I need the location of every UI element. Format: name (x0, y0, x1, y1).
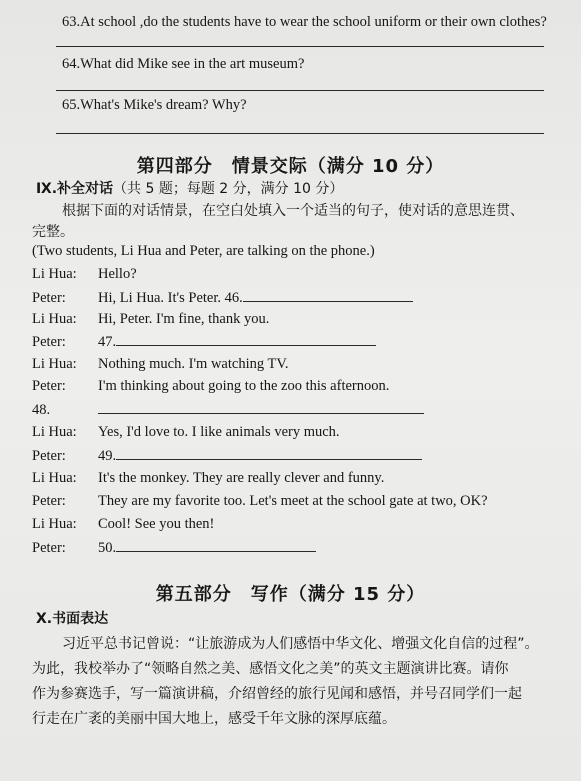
answer-line-65[interactable] (56, 133, 544, 134)
answer-line-64[interactable] (56, 90, 544, 91)
question-text: What's Mike's dream? Why? (80, 97, 247, 113)
question-text: At school ,do the students have to wear the school uniform or their own clothes? (80, 14, 547, 30)
answer-blank-48[interactable] (98, 401, 424, 414)
instruction-line-1: 根据下面的对话情景，在空白处填入一个适当的句子，使对话的意思连贯、 (62, 203, 524, 219)
question-64 (62, 56, 304, 73)
speaker: Peter: (32, 378, 66, 394)
dialogue-context: (Two students, Li Hua and Peter, are talking on the phone.) (32, 243, 375, 259)
part4-section-heading (36, 178, 343, 198)
utterance: It's the monkey. They are really clever and funny. (98, 470, 385, 486)
utterance: Nothing much. I'm watching TV. (98, 356, 289, 372)
question-65 (62, 97, 247, 114)
dialogue-line (32, 311, 269, 328)
utterance: Yes, I'd love to. I like animals very much. (98, 424, 340, 440)
dialogue-line (32, 470, 384, 487)
part4-title: 第四部分 情景交际（满分 10 分） (136, 156, 445, 177)
dialogue-line (32, 493, 488, 510)
speaker: Peter: (32, 493, 66, 509)
speaker: Li Hua: (32, 516, 77, 532)
utterance: Hi, Peter. I'm fine, thank you. (98, 311, 270, 327)
speaker: Peter: (32, 540, 66, 556)
question-number: 63. (62, 14, 81, 30)
utterance: 49. (98, 448, 117, 464)
answer-blank-47[interactable] (116, 333, 376, 346)
speaker: Peter: (32, 448, 66, 464)
dialogue-line (32, 516, 214, 533)
section-note: （共 5 题；每题 2 分，满分 10 分） (113, 181, 344, 197)
dialogue-line (32, 424, 340, 441)
dialogue-line (32, 289, 413, 307)
utterance: 47. (98, 334, 117, 350)
dialogue-line (32, 447, 422, 465)
utterance: 50. (98, 540, 117, 556)
utterance: They are my favorite too. Let's meet at the school gate at two, OK? (98, 493, 488, 509)
answer-blank-50[interactable] (116, 539, 316, 552)
question-63 (62, 14, 547, 31)
utterance: Hi, Li Hua. It's Peter. 46. (98, 290, 243, 306)
utterance: I'm thinking about going to the zoo this afternoon. (98, 378, 390, 394)
section-label: Ⅹ.书面表达 (36, 611, 109, 627)
part5-title: 第五部分 写作（满分 15 分） (155, 584, 426, 605)
question-text: What did Mike see in the art museum? (80, 56, 305, 72)
question-number: 65. (62, 97, 81, 113)
speaker: Li Hua: (32, 311, 77, 327)
utterance: Hello? (98, 266, 137, 282)
writing-prompt-line-2: 为此，我校举办了“领略自然之美、感悟文化之美”的英文主题演讲比赛。请你 (32, 661, 509, 677)
dialogue-line (32, 333, 376, 351)
writing-prompt-line-3: 作为参赛选手，写一篇演讲稿，介绍曾经的旅行见闻和感悟，并号召同学们一起 (32, 686, 522, 702)
dialogue-line (32, 378, 389, 395)
speaker: Li Hua: (32, 470, 77, 486)
part5-section-heading (36, 608, 108, 628)
question-number: 48. (32, 402, 51, 418)
speaker: Peter: (32, 334, 66, 350)
writing-prompt-line-1: 习近平总书记曾说：“让旅游成为人们感悟中华文化、增强文化自信的过程”。 (62, 636, 539, 652)
dialogue-line (32, 266, 137, 283)
speaker: Peter: (32, 290, 66, 306)
answer-line-63[interactable] (56, 46, 544, 47)
dialogue-line (32, 401, 424, 419)
section-label: Ⅸ.补全对话 (36, 181, 114, 197)
answer-blank-49[interactable] (116, 447, 422, 460)
speaker: Li Hua: (32, 356, 77, 372)
question-number: 64. (62, 56, 81, 72)
answer-blank-46[interactable] (243, 289, 413, 302)
dialogue-line (32, 356, 289, 373)
writing-prompt-line-4: 行走在广袤的美丽中国大地上，感受千年文脉的深厚底蕴。 (32, 711, 396, 727)
instruction-line-2: 完整。 (32, 224, 74, 240)
speaker: Li Hua: (32, 266, 77, 282)
dialogue-line (32, 539, 316, 557)
utterance: Cool! See you then! (98, 516, 215, 532)
speaker: Li Hua: (32, 424, 77, 440)
